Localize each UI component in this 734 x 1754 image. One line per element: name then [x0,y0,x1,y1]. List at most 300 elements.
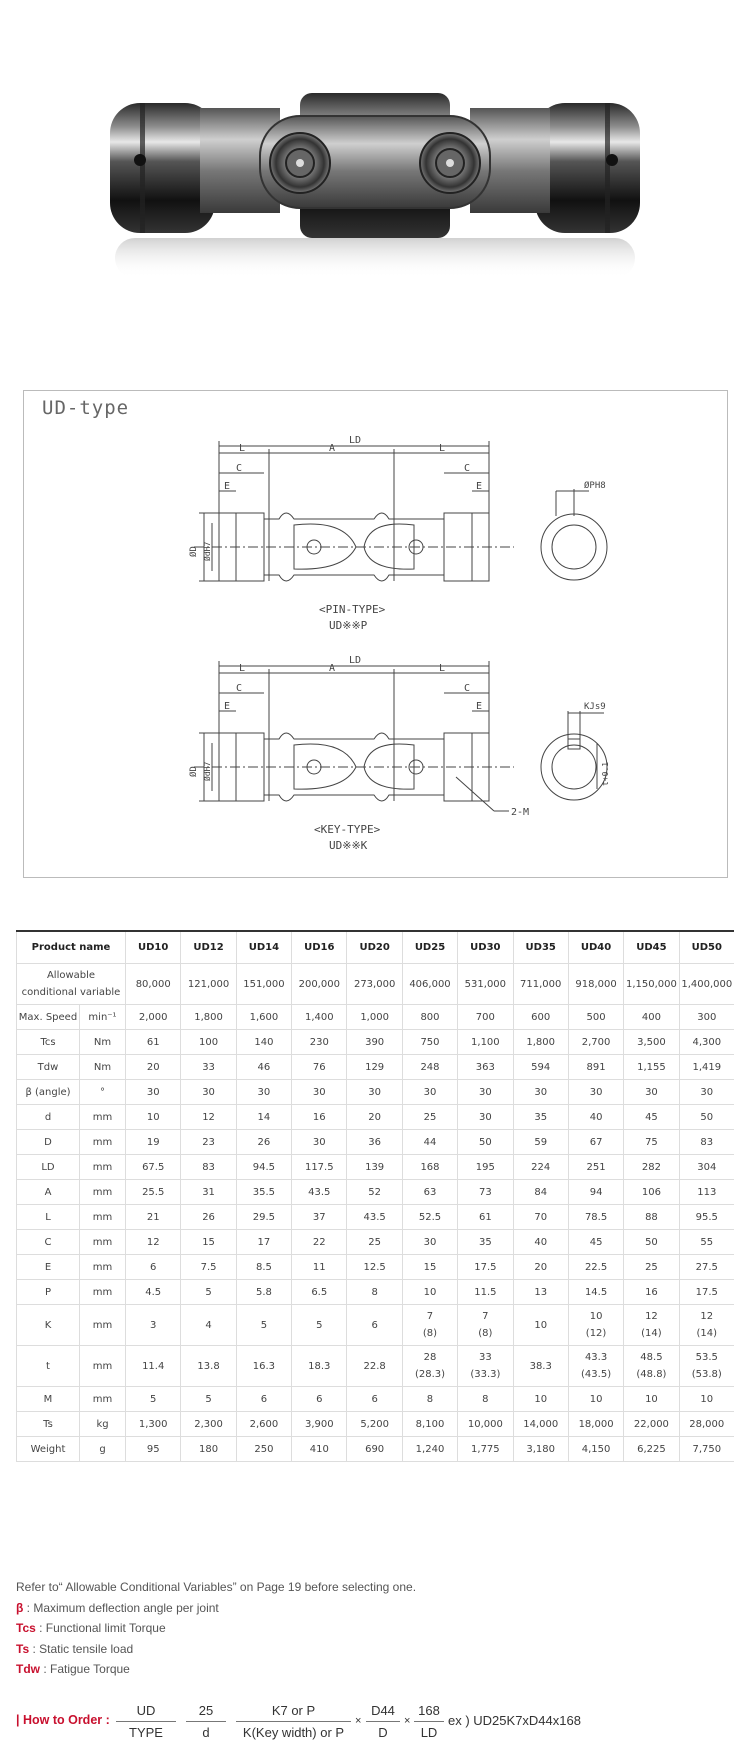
table-cell: 88 [624,1205,679,1230]
table-cell: 129 [347,1055,402,1080]
table-cell: 13 [513,1280,568,1305]
row-unit: min⁻¹ [80,1005,126,1030]
table-cell: 3,180 [513,1437,568,1462]
table-cell: 1,150,000 [624,964,679,1005]
row-label: K [17,1305,80,1346]
table-cell: 30 [126,1080,181,1105]
table-cell: 15 [402,1255,457,1280]
table-cell: 94.5 [236,1155,291,1180]
table-cell: 30 [236,1080,291,1105]
dim-ld-pin: LD [349,435,362,446]
row-label: A [17,1180,80,1205]
dim-D-pin: ØD [189,546,199,557]
table-cell: 6,225 [624,1437,679,1462]
table-cell: 10 [513,1305,568,1346]
table-cell: 531,000 [458,964,513,1005]
row-label: β (angle) [17,1080,80,1105]
table-cell: 5 [236,1305,291,1346]
table-cell: 36 [347,1130,402,1155]
header-model: UD20 [347,931,402,964]
table-cell: 1,155 [624,1055,679,1080]
table-cell: 200,000 [292,964,347,1005]
dim-2m: 2-M [511,807,530,818]
table-cell: 67.5 [126,1155,181,1180]
table-row [17,1080,734,1105]
table-cell: 1,800 [181,1005,236,1030]
table-cell: 5.8 [236,1280,291,1305]
table-cell: 43.5 [347,1205,402,1230]
table-cell: 10 [126,1105,181,1130]
table-row [17,1412,734,1437]
order-seg-LD: 168 LD [414,1701,444,1744]
table-cell: 10 [513,1387,568,1412]
table-cell: 2,000 [126,1005,181,1030]
row-label: Weight [17,1437,80,1462]
table-cell: 6 [292,1387,347,1412]
dim-ld-key: LD [349,655,362,666]
table-cell: 4 [181,1305,236,1346]
table-cell: 30 [402,1230,457,1255]
table-cell: 30 [513,1080,568,1105]
table-cell: 22.8 [347,1346,402,1387]
dim-d-pin: ØdH7 [203,541,212,561]
table-cell: 12 [126,1230,181,1255]
table-cell: 52 [347,1180,402,1205]
table-cell: 5,200 [347,1412,402,1437]
row-unit: mm [80,1155,126,1180]
table-row [17,964,734,1005]
table-cell: 1,800 [513,1030,568,1055]
table-cell: 273,000 [347,964,402,1005]
row-unit: mm [80,1280,126,1305]
notes-section [16,1577,416,1680]
drawing-title: UD-type [42,397,130,419]
table-cell: 121,000 [181,964,236,1005]
header-model: UD45 [624,931,679,964]
table-cell: 20 [347,1105,402,1130]
table-cell: 18,000 [568,1412,623,1437]
table-cell: 33 (33.3) [458,1346,513,1387]
dim-e-pin-right: E [476,481,483,492]
row-label: Tcs [17,1030,80,1055]
dim-k: KJs9 [584,702,606,712]
table-cell: 29.5 [236,1205,291,1230]
table-row [17,1280,734,1305]
table-cell: 12 (14) [624,1305,679,1346]
table-cell: 3,500 [624,1030,679,1055]
product-photo [100,88,650,288]
table-cell: 139 [347,1155,402,1180]
row-unit: mm [80,1255,126,1280]
table-cell: 406,000 [402,964,457,1005]
table-cell: 140 [236,1030,291,1055]
table-cell: 19 [126,1130,181,1155]
dim-c-pin-right: C [464,463,471,474]
table-cell: 83 [679,1130,734,1155]
table-cell: 14.5 [568,1280,623,1305]
table-cell: 30 [568,1080,623,1105]
times-symbol-1: × [355,1715,362,1727]
table-cell: 44 [402,1130,457,1155]
dim-l-key-right: L [439,663,446,674]
key-type-model: UD※※K [329,839,368,852]
dim-c-pin-left: C [236,463,243,474]
table-cell: 8 [347,1280,402,1305]
table-cell: 4,150 [568,1437,623,1462]
table-cell: 95 [126,1437,181,1462]
table-cell: 8,100 [402,1412,457,1437]
table-cell: 6 [236,1387,291,1412]
table-cell: 1,100 [458,1030,513,1055]
header-model: UD10 [126,931,181,964]
table-cell: 50 [624,1230,679,1255]
table-cell: 282 [624,1155,679,1180]
table-row [17,1055,734,1080]
row-unit: Nm [80,1030,126,1055]
table-cell: 1,600 [236,1005,291,1030]
table-row [17,1305,734,1346]
table-row [17,1205,734,1230]
table-cell: 55 [679,1230,734,1255]
table-cell: 53.5 (53.8) [679,1346,734,1387]
table-cell: 31 [181,1180,236,1205]
table-cell: 3,900 [292,1412,347,1437]
note-item-beta: β : Maximum deflection angle per joint [16,1600,219,1615]
table-cell: 30 [181,1080,236,1105]
table-cell: 11.4 [126,1346,181,1387]
order-seg-type: UD TYPE [116,1701,176,1744]
row-label: LD [17,1155,80,1180]
header-model: UD25 [402,931,457,964]
technical-drawing [23,390,728,878]
table-cell: 1,775 [458,1437,513,1462]
table-cell: 8.5 [236,1255,291,1280]
table-cell: 40 [513,1230,568,1255]
table-cell: 63 [402,1180,457,1205]
table-cell: 50 [679,1105,734,1130]
table-cell: 10 [624,1387,679,1412]
table-cell: 195 [458,1155,513,1180]
table-cell: 3 [126,1305,181,1346]
row-unit: mm [80,1305,126,1346]
table-cell: 151,000 [236,964,291,1005]
table-cell: 26 [236,1130,291,1155]
dim-a-key: A [329,663,336,674]
table-cell: 83 [181,1155,236,1180]
table-cell: 38.3 [513,1346,568,1387]
table-header-row [17,931,734,964]
dim-e-key-right: E [476,701,483,712]
order-seg-k: K7 or P K(Key width) or P [236,1701,351,1744]
row-unit: mm [80,1346,126,1387]
table-cell: 59 [513,1130,568,1155]
table-cell: 168 [402,1155,457,1180]
header-model: UD50 [679,931,734,964]
table-cell: 7,750 [679,1437,734,1462]
table-cell: 700 [458,1005,513,1030]
row-label: E [17,1255,80,1280]
table-cell: 800 [402,1005,457,1030]
table-cell: 10 [402,1280,457,1305]
table-cell: 7 (8) [402,1305,457,1346]
table-cell: 16 [624,1280,679,1305]
order-seg-D: D44 D [366,1701,400,1744]
table-cell: 18.3 [292,1346,347,1387]
row-unit: ° [80,1080,126,1105]
row-unit: mm [80,1180,126,1205]
dim-e-pin-left: E [224,481,231,492]
table-cell: 7 (8) [458,1305,513,1346]
table-row [17,1437,734,1462]
row-unit: g [80,1437,126,1462]
header-model: UD35 [513,931,568,964]
table-cell: 45 [624,1105,679,1130]
order-example: ex ) UD25K7xD44x168 [448,1713,581,1728]
table-cell: 30 [347,1080,402,1105]
drawing-canvas [24,391,729,879]
row-unit: mm [80,1105,126,1130]
table-cell: 10 [568,1387,623,1412]
table-cell: 891 [568,1055,623,1080]
table-cell: 20 [126,1055,181,1080]
how-to-order [16,1695,716,1745]
table-row [17,1387,734,1412]
table-cell: 61 [458,1205,513,1230]
row-label: M [17,1387,80,1412]
table-cell: 11.5 [458,1280,513,1305]
table-cell: 12.5 [347,1255,402,1280]
table-cell: 14,000 [513,1412,568,1437]
table-cell: 1,000 [347,1005,402,1030]
table-cell: 30 [458,1080,513,1105]
pin-type-model: UD※※P [329,619,368,632]
table-cell: 4,300 [679,1030,734,1055]
table-cell: 22,000 [624,1412,679,1437]
table-cell: 40 [568,1105,623,1130]
table-cell: 70 [513,1205,568,1230]
table-cell: 6 [347,1387,402,1412]
table-cell: 2,600 [236,1412,291,1437]
table-cell: 1,400 [292,1005,347,1030]
table-cell: 15 [181,1230,236,1255]
table-cell: 11 [292,1255,347,1280]
row-label: d [17,1105,80,1130]
table-cell: 17.5 [679,1280,734,1305]
table-cell: 7.5 [181,1255,236,1280]
table-row [17,1105,734,1130]
row-label: P [17,1280,80,1305]
table-cell: 390 [347,1030,402,1055]
table-cell: 106 [624,1180,679,1205]
table-cell: 410 [292,1437,347,1462]
table-cell: 22 [292,1230,347,1255]
row-label: Tdw [17,1055,80,1080]
table-cell: 30 [292,1130,347,1155]
note-item-ts: Ts : Static tensile load [16,1641,134,1656]
table-cell: 35.5 [236,1180,291,1205]
table-cell: 28 (28.3) [402,1346,457,1387]
table-cell: 363 [458,1055,513,1080]
table-cell: 80,000 [126,964,181,1005]
table-cell: 690 [347,1437,402,1462]
table-cell: 35 [513,1105,568,1130]
table-cell: 12 (14) [679,1305,734,1346]
row-unit: Nm [80,1055,126,1080]
table-cell: 17 [236,1230,291,1255]
table-row [17,1230,734,1255]
table-cell: 30 [402,1080,457,1105]
table-cell: 16.3 [236,1346,291,1387]
table-cell: 500 [568,1005,623,1030]
note-item-tdw: Tdw : Fatigue Torque [16,1662,130,1676]
table-cell: 50 [458,1130,513,1155]
dim-c-key-right: C [464,683,471,694]
table-cell: 750 [402,1030,457,1055]
table-cell: 25 [347,1230,402,1255]
table-cell: 6.5 [292,1280,347,1305]
order-seg-d: 25 d [186,1701,226,1744]
table-cell: 61 [126,1030,181,1055]
table-cell: 22.5 [568,1255,623,1280]
header-model: UD40 [568,931,623,964]
table-cell: 84 [513,1180,568,1205]
table-cell: 30 [679,1080,734,1105]
dim-t: t+0.1 [601,761,610,786]
table-row [17,1255,734,1280]
row-unit: mm [80,1230,126,1255]
table-cell: 304 [679,1155,734,1180]
table-cell: 35 [458,1230,513,1255]
row-unit: kg [80,1412,126,1437]
table-cell: 250 [236,1437,291,1462]
note-item-tcs: Tcs : Functional limit Torque [16,1621,166,1635]
table-cell: 600 [513,1005,568,1030]
row-label: Allowable conditional variable [17,964,126,1005]
table-row [17,1155,734,1180]
table-cell: 33 [181,1055,236,1080]
row-unit: mm [80,1205,126,1230]
table-row [17,1346,734,1387]
header-model: UD16 [292,931,347,964]
table-cell: 251 [568,1155,623,1180]
dim-D-key: ØD [189,766,199,777]
table-cell: 16 [292,1105,347,1130]
table-cell: 711,000 [513,964,568,1005]
table-cell: 10,000 [458,1412,513,1437]
header-product-name: Product name [17,931,126,964]
table-cell: 67 [568,1130,623,1155]
table-cell: 1,400,000 [679,964,734,1005]
dim-a-pin: A [329,443,336,454]
table-cell: 75 [624,1130,679,1155]
table-cell: 78.5 [568,1205,623,1230]
header-model: UD14 [236,931,291,964]
table-cell: 25.5 [126,1180,181,1205]
table-cell: 400 [624,1005,679,1030]
row-label: D [17,1130,80,1155]
table-cell: 8 [458,1387,513,1412]
table-cell: 43.5 [292,1180,347,1205]
table-cell: 76 [292,1055,347,1080]
order-label: | How to Order : [16,1713,110,1727]
table-cell: 180 [181,1437,236,1462]
table-cell: 37 [292,1205,347,1230]
table-cell: 27.5 [679,1255,734,1280]
dim-c-key-left: C [236,683,243,694]
table-cell: 13.8 [181,1346,236,1387]
header-model: UD12 [181,931,236,964]
table-row [17,1130,734,1155]
dim-l-key-left: L [239,663,246,674]
table-cell: 5 [292,1305,347,1346]
row-label: L [17,1205,80,1230]
header-model: UD30 [458,931,513,964]
dim-l-pin-left: L [239,443,246,454]
table-cell: 14 [236,1105,291,1130]
table-cell: 21 [126,1205,181,1230]
table-cell: 594 [513,1055,568,1080]
table-cell: 1,419 [679,1055,734,1080]
table-cell: 6 [347,1305,402,1346]
row-label: t [17,1346,80,1387]
table-cell: 4.5 [126,1280,181,1305]
table-cell: 43.3 (43.5) [568,1346,623,1387]
times-symbol-2: × [404,1715,411,1727]
table-cell: 45 [568,1230,623,1255]
dim-d-key: ØdH7 [203,761,212,781]
refer-note: Refer to“ Allowable Conditional Variables” on Page 19 before selecting one. [16,1580,417,1594]
table-cell: 20 [513,1255,568,1280]
table-cell: 94 [568,1180,623,1205]
dim-e-key-left: E [224,701,231,712]
table-cell: 17.5 [458,1255,513,1280]
table-cell: 918,000 [568,964,623,1005]
pin-type-label: <PIN-TYPE> [319,603,386,616]
table-cell: 8 [402,1387,457,1412]
row-label: Max. Speed [17,1005,80,1030]
table-cell: 117.5 [292,1155,347,1180]
table-cell: 224 [513,1155,568,1180]
table-cell: 10 [679,1387,734,1412]
table-cell: 23 [181,1130,236,1155]
table-cell: 2,700 [568,1030,623,1055]
table-row [17,1030,734,1055]
table-cell: 300 [679,1005,734,1030]
table-cell: 113 [679,1180,734,1205]
row-unit: mm [80,1130,126,1155]
table-cell: 12 [181,1105,236,1130]
table-cell: 48.5 (48.8) [624,1346,679,1387]
dim-p: ØPH8 [584,481,606,491]
table-cell: 28,000 [679,1412,734,1437]
table-cell: 248 [402,1055,457,1080]
table-cell: 25 [624,1255,679,1280]
table-cell: 5 [181,1387,236,1412]
table-cell: 5 [181,1280,236,1305]
row-label: C [17,1230,80,1255]
table-cell: 52.5 [402,1205,457,1230]
table-cell: 2,300 [181,1412,236,1437]
table-cell: 10 (12) [568,1305,623,1346]
table-cell: 30 [292,1080,347,1105]
table-cell: 26 [181,1205,236,1230]
key-type-label: <KEY-TYPE> [314,823,381,836]
table-cell: 30 [624,1080,679,1105]
table-row [17,1180,734,1205]
table-cell: 95.5 [679,1205,734,1230]
table-cell: 1,240 [402,1437,457,1462]
row-label: Ts [17,1412,80,1437]
